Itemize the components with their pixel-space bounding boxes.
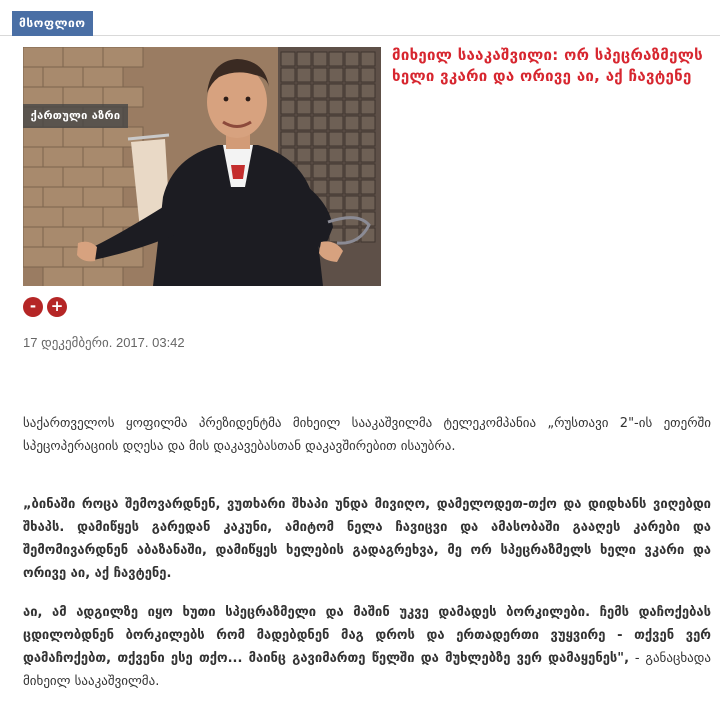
article-attribution: - განაცხადა მიხეილ სააკაშვილმა. [23, 651, 711, 689]
article-paragraph-3 [23, 601, 711, 693]
image-source-badge: ქართული აზრი [23, 104, 128, 128]
font-increase-button[interactable]: + [47, 297, 67, 317]
article-quote: აი, ამ ადგილზე იყო ხუთი სპეცრაზმელი და მაშინ უკვე დამადეს ბორკილები. ჩემს დაჩოქებას ცდილობდნენ ბორკილებს რომ მადებდნენ მაგ დროს და ერთადერთი ვუყვირე - თქვენ ვერ დამაჩოქებთ, თქვენი ესე თქო... მაინც გავიმართე წელში და მუხლებზე ვერ დამაყენეს", [23, 605, 711, 666]
section-tag[interactable]: მსოფლიო [12, 11, 93, 36]
article-image [23, 47, 381, 286]
article-paragraph-1: საქართველოს ყოფილმა პრეზიდენტმა მიხეილ სააკაშვილმა ტელეკომპანია „რუსთავი 2"-ის ეთერში სპეცოპერაციის დღესა და მის დაკავებასთან დაკავშირებით ისაუბრა. [23, 416, 711, 454]
top-bar [0, 0, 720, 36]
publish-date: 17 დეკემბერი. 2017. 03:42 [23, 335, 185, 350]
article-paragraph-2: „ბინაში როცა შემოვარდნენ, ვუთხარი შხაპი უნდა მივიღო, დამელოდეთ-თქო და დიდხანს ვიღებდი შხაპს. დამიწყეს გარედან კაკუნი, ამიტომ ნელა ჩავიცვი და ამასობაში გააღეს კარები და შემომივარდნენ აბაზანაში, დამიწყეს ხელების გადაგრეხვა, მე ორ სპეცრაზმელს ხელი ვკარი და ორივე აი, აქ ჩავტენე. [23, 497, 711, 581]
article-headline[interactable]: მიხეილ სააკაშვილი: ორ სპეცრაზმელს ხელი ვკარი და ორივე აი, აქ ჩავტენე [392, 46, 703, 85]
font-decrease-button[interactable]: - [23, 297, 43, 317]
article-image-graphic [23, 47, 381, 286]
